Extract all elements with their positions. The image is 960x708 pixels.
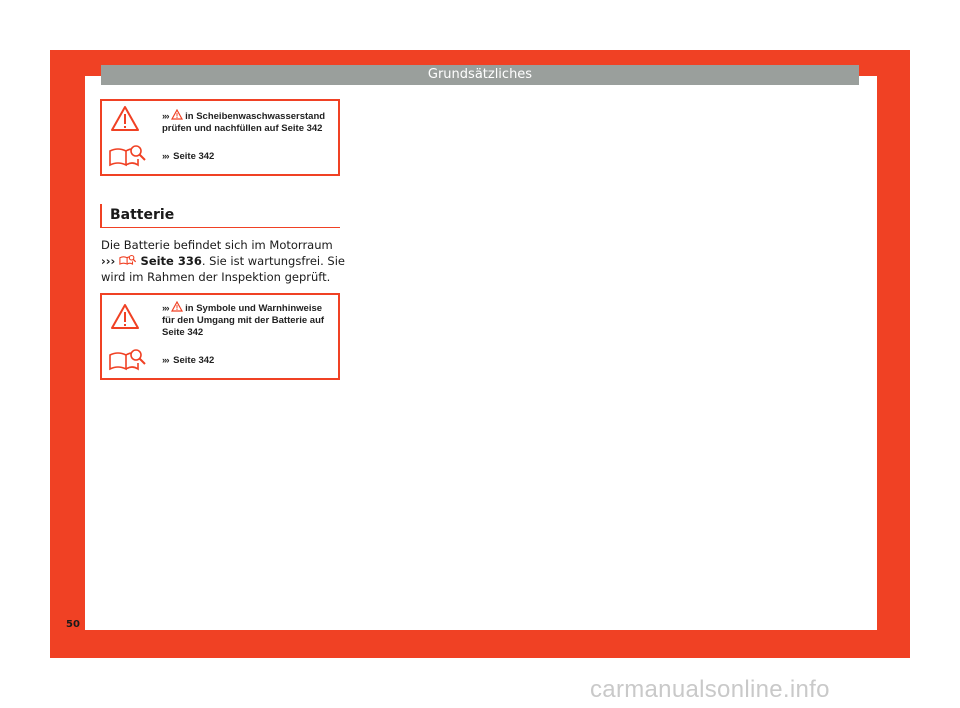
book-magnifier-icon [108, 143, 148, 169]
book-magnifier-icon [108, 347, 148, 373]
info-reference-text[interactable]: ››› Seite 342 [162, 151, 215, 162]
warning-reference-text-2: ››› in Symbole und Warnhinweise für den Umgang mit der Batterie auf Seite 342 [162, 303, 325, 338]
warning-inline-icon [171, 109, 183, 120]
reference-arrows: ››› [162, 111, 169, 122]
warning-triangle-icon [110, 105, 140, 133]
warning-reference-line2[interactable]: prüfen und nachfüllen auf Seite 342 [162, 123, 323, 134]
warning-notice-box-2 [100, 293, 340, 380]
watermark: carmanualsonline.info [590, 676, 830, 703]
warning-reference-page[interactable]: Seite 342 [162, 327, 204, 338]
warning-triangle-icon [110, 303, 140, 331]
page-reference-link[interactable]: Seite 336 [140, 254, 202, 268]
section-title: Batterie [100, 204, 340, 228]
section-header: Grundsätzliches [101, 65, 859, 85]
book-magnifier-inline-icon [119, 254, 137, 266]
page-number: 50 [66, 619, 80, 630]
warning-reference-text: ››› in Scheibenwaschwasserstand prüfen und nachfüllen auf Seite 342 [162, 111, 326, 134]
info-reference-text-2[interactable]: ››› Seite 342 [162, 355, 215, 366]
body-paragraph: Die Batterie befindet sich im Motorraum ››› Seite 336. Sie ist wartungsfrei. Sie wird im Rahmen der Inspektion geprüft. [101, 238, 345, 284]
warning-notice-box [100, 99, 340, 176]
warning-inline-icon [171, 301, 183, 312]
